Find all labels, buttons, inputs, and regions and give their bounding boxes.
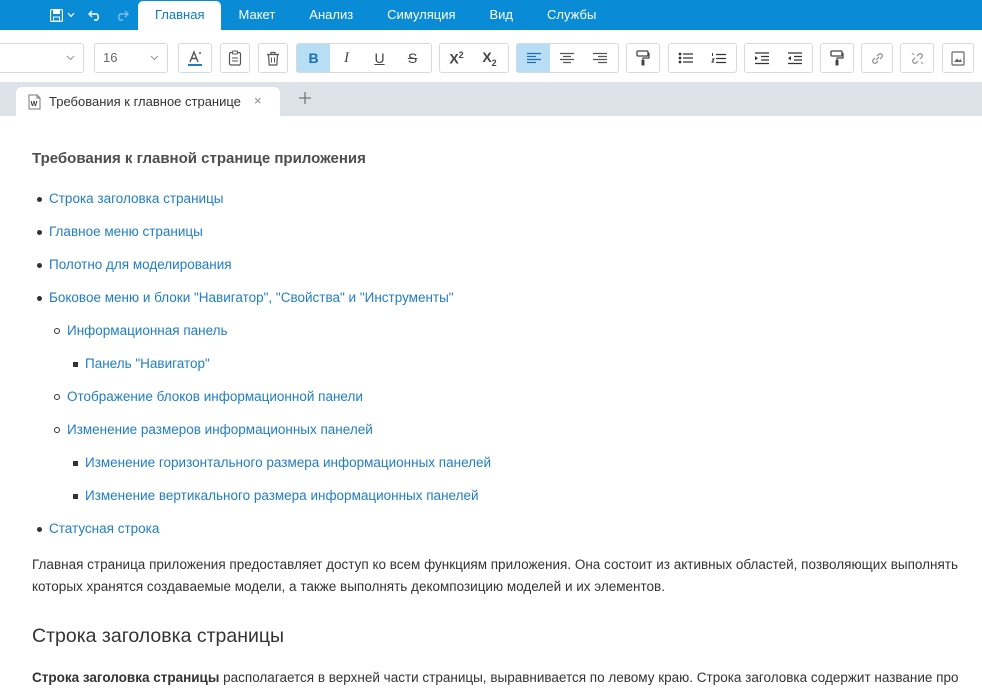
numbered-list-icon [711,52,727,65]
outline-link[interactable]: Статусная строка [49,521,160,536]
alignment-group [516,43,619,73]
tab-services[interactable]: Службы [547,7,597,22]
outline-link[interactable]: Изменение вертикального размера информационных панелей [85,488,479,503]
paint-roller-icon [636,50,650,66]
intro-paragraph-line: которых хранятся создаваемые модели, а также выполнять декомпозицию моделей и их элементов. [32,579,665,594]
indent-decrease-icon [787,52,803,65]
tab-analysis[interactable]: Анализ [309,7,354,22]
paste-button[interactable] [221,44,249,72]
format-painter-button[interactable] [627,44,659,72]
bullet-square [73,494,78,499]
formatting-toolbar [0,30,982,83]
tab-view[interactable]: Вид [489,7,514,22]
indent-increase-icon [754,52,770,65]
insert-link-button[interactable] [862,44,892,72]
bulleted-list-icon [678,52,694,64]
increase-indent-button[interactable] [745,44,778,72]
align-left-icon [526,52,542,64]
underline-icon: U [374,50,385,66]
outline-link[interactable]: Изменение горизонтального размера информационных панелей [85,455,492,470]
intro-paragraph-line: Главная страница приложения предоставляет доступ ко всем функциям приложения. Она состоит из активных областей, позволяющих выполнять [32,557,958,572]
document-tab-strip [0,83,982,116]
numbered-list-button[interactable] [702,44,735,72]
decrease-indent-button[interactable] [778,44,811,72]
image-icon [951,51,965,66]
indent-group [744,43,813,73]
link-icon [870,51,885,66]
chevron-down-icon [66,55,75,61]
bulleted-list-button[interactable] [669,44,702,72]
new-tab-button[interactable] [296,89,314,107]
align-left-button[interactable] [517,44,550,72]
document-tab-title: Требования к главное странице [49,94,241,109]
redo-icon [114,9,129,21]
script-group [439,43,509,73]
superscript-button[interactable] [440,44,473,72]
menu-tabs [138,0,613,30]
bullet-square [73,362,78,367]
section-title: Строка заголовка страницы [32,625,285,647]
outline-link[interactable]: Изменение размеров информационных панелей [67,422,373,437]
font-family-select[interactable] [0,43,84,73]
outline-link[interactable]: Информационная панель [67,323,228,338]
unlink-group [900,43,934,73]
align-right-icon [592,52,608,64]
underline-button[interactable] [363,44,396,72]
redo-button[interactable] [114,0,129,30]
align-center-icon [559,52,575,64]
unlink-icon [910,51,925,66]
section-paragraph-text: располагается в верхней части страницы, выравнивается по левому краю. Строка заголовка содержит название про [219,670,959,685]
document-tab[interactable] [16,87,280,116]
remove-link-button[interactable] [901,44,933,72]
section-paragraph-bold: Строка заголовка страницы [32,670,220,685]
italic-icon: I [344,49,349,66]
outline-link[interactable]: Главное меню страницы [49,224,203,239]
tab-simulation[interactable]: Симуляция [387,7,456,22]
delete-button[interactable] [259,44,287,72]
font-color-icon [186,49,204,67]
paint-roller-icon [830,50,844,66]
text-style-group [296,43,432,73]
tab-layout[interactable]: Макет [238,7,276,22]
align-right-button[interactable] [583,44,616,72]
section-paragraph [32,670,959,685]
strikethrough-button[interactable] [396,44,429,72]
chevron-down-icon [67,12,75,18]
bullet-dot [37,527,42,532]
italic-button[interactable] [330,44,363,72]
document-content [0,116,982,692]
tab-home[interactable]: Главная [138,1,221,30]
bullet-ring [54,394,60,400]
main-menu-bar [0,0,982,30]
link-group [861,43,893,73]
outline-link[interactable]: Панель "Навигатор" [85,356,210,371]
clipboard-icon [228,50,242,66]
undo-button[interactable] [88,0,103,30]
close-tab-button[interactable]: × [254,93,262,108]
chevron-down-icon [150,55,159,61]
subscript-icon: $X_2$ [482,48,497,68]
insert-image-button[interactable] [943,44,973,72]
image-group [942,43,974,73]
outline-link[interactable]: Боковое меню и блоки "Навигатор", "Свойства" и "Инструменты" [49,290,454,305]
trash-icon [266,51,280,66]
format-painter-group [626,43,660,73]
outline-link[interactable]: Полотно для моделирования [49,257,232,272]
bullet-dot [37,263,42,268]
save-button[interactable] [50,0,63,30]
bold-icon: B [308,50,319,66]
subscript-button[interactable] [473,44,506,72]
bullet-square [73,461,78,466]
delete-group [258,43,288,73]
bold-button[interactable] [297,44,330,72]
list-group [668,43,737,73]
outline-link[interactable]: Строка заголовка страницы [49,191,224,206]
undo-icon [88,9,103,21]
document-icon [28,94,41,110]
font-color-button[interactable] [179,44,211,72]
save-icon [50,9,63,22]
font-size-select[interactable] [94,43,168,73]
font-size-value: 16 [103,50,118,65]
document-heading: Требования к главной странице приложения [32,150,366,167]
bullet-ring [54,328,60,334]
superscript-icon: $X^2$ [449,49,464,67]
paste-group [220,43,250,73]
bullet-ring [54,427,60,433]
bullet-dot [37,296,42,301]
plus-icon [296,89,314,107]
clear-format-group [820,43,854,73]
bullet-dot [37,197,42,202]
strikethrough-icon: S [407,50,418,66]
font-color-group [178,43,212,73]
svg-text:W: W [30,100,38,108]
clear-format-button[interactable] [821,44,853,72]
align-center-button[interactable] [550,44,583,72]
outline-link[interactable]: Отображение блоков информационной панели [67,389,363,404]
bullet-dot [37,230,42,235]
save-options-dropdown[interactable] [67,0,75,30]
